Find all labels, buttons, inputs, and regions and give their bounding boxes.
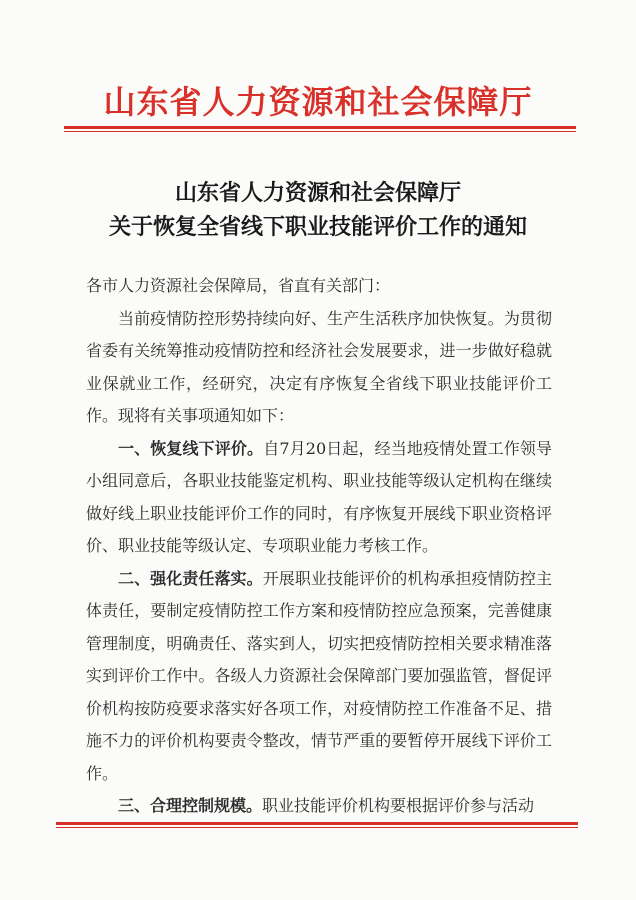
section-heading: 二、强化责任落实。 <box>118 568 263 588</box>
section-paragraph <box>86 563 552 791</box>
document-title-line1: 山东省人力资源和社会保障厅 <box>174 180 461 206</box>
section-text: 自7月20日起，经当地疫情处置工作领导小组同意后，各职业技能鉴定机构、职业技能等级认定机构在继续做好线上职业技能评价工作的同时，有序恢复开展线下职业资格评价、职业技能等级认定、专项职业能力考核工作。 <box>86 438 552 555</box>
document-title-line2: 关于恢复全省线下职业技能评价工作的通知 <box>108 214 527 240</box>
masthead-divider-thin <box>64 131 576 132</box>
footer-divider-thin <box>56 827 578 828</box>
section-heading: 一、恢复线下评价。 <box>118 438 264 458</box>
section-text: 开展职业技能评价的机构承担疫情防控主体责任，要制定疫情防控工作方案和疫情防控应急预案，完善健康管理制度，明确责任、落实到人，切实把疫情防控相关要求精准落实到评价工作中。各级人力资源社会保障部门要加强监管，督促评价机构按防疫要求落实好各项工作，对疫情防控工作准备不足、措施不力的评价机构要责令整改，情节严重的要暂停开展线下评价工作。 <box>86 568 552 783</box>
section-text: 职业技能评价机构要根据评价参与活动 <box>262 796 535 815</box>
intro-paragraph: 当前疫情防控形势持续向好、生产生活秩序加快恢复。为贯彻省委有关统筹推动疫情防控和经济社会发展要求，进一步做好稳就业保就业工作，经研究，决定有序恢复全省线下职业技能评价工作。现将有关事项通知如下： <box>86 308 552 425</box>
section-heading: 三、合理控制规模。 <box>118 796 263 815</box>
document-body <box>86 270 552 823</box>
salutation: 各市人力资源社会保障局，省直有关部门： <box>86 276 391 295</box>
document-title <box>0 176 636 244</box>
section-paragraph <box>86 790 552 823</box>
masthead-divider <box>64 126 576 129</box>
footer-divider <box>56 822 578 825</box>
masthead-org-name: 山东省人力资源和社会保障厅 <box>103 83 533 121</box>
section-paragraph <box>86 433 552 563</box>
